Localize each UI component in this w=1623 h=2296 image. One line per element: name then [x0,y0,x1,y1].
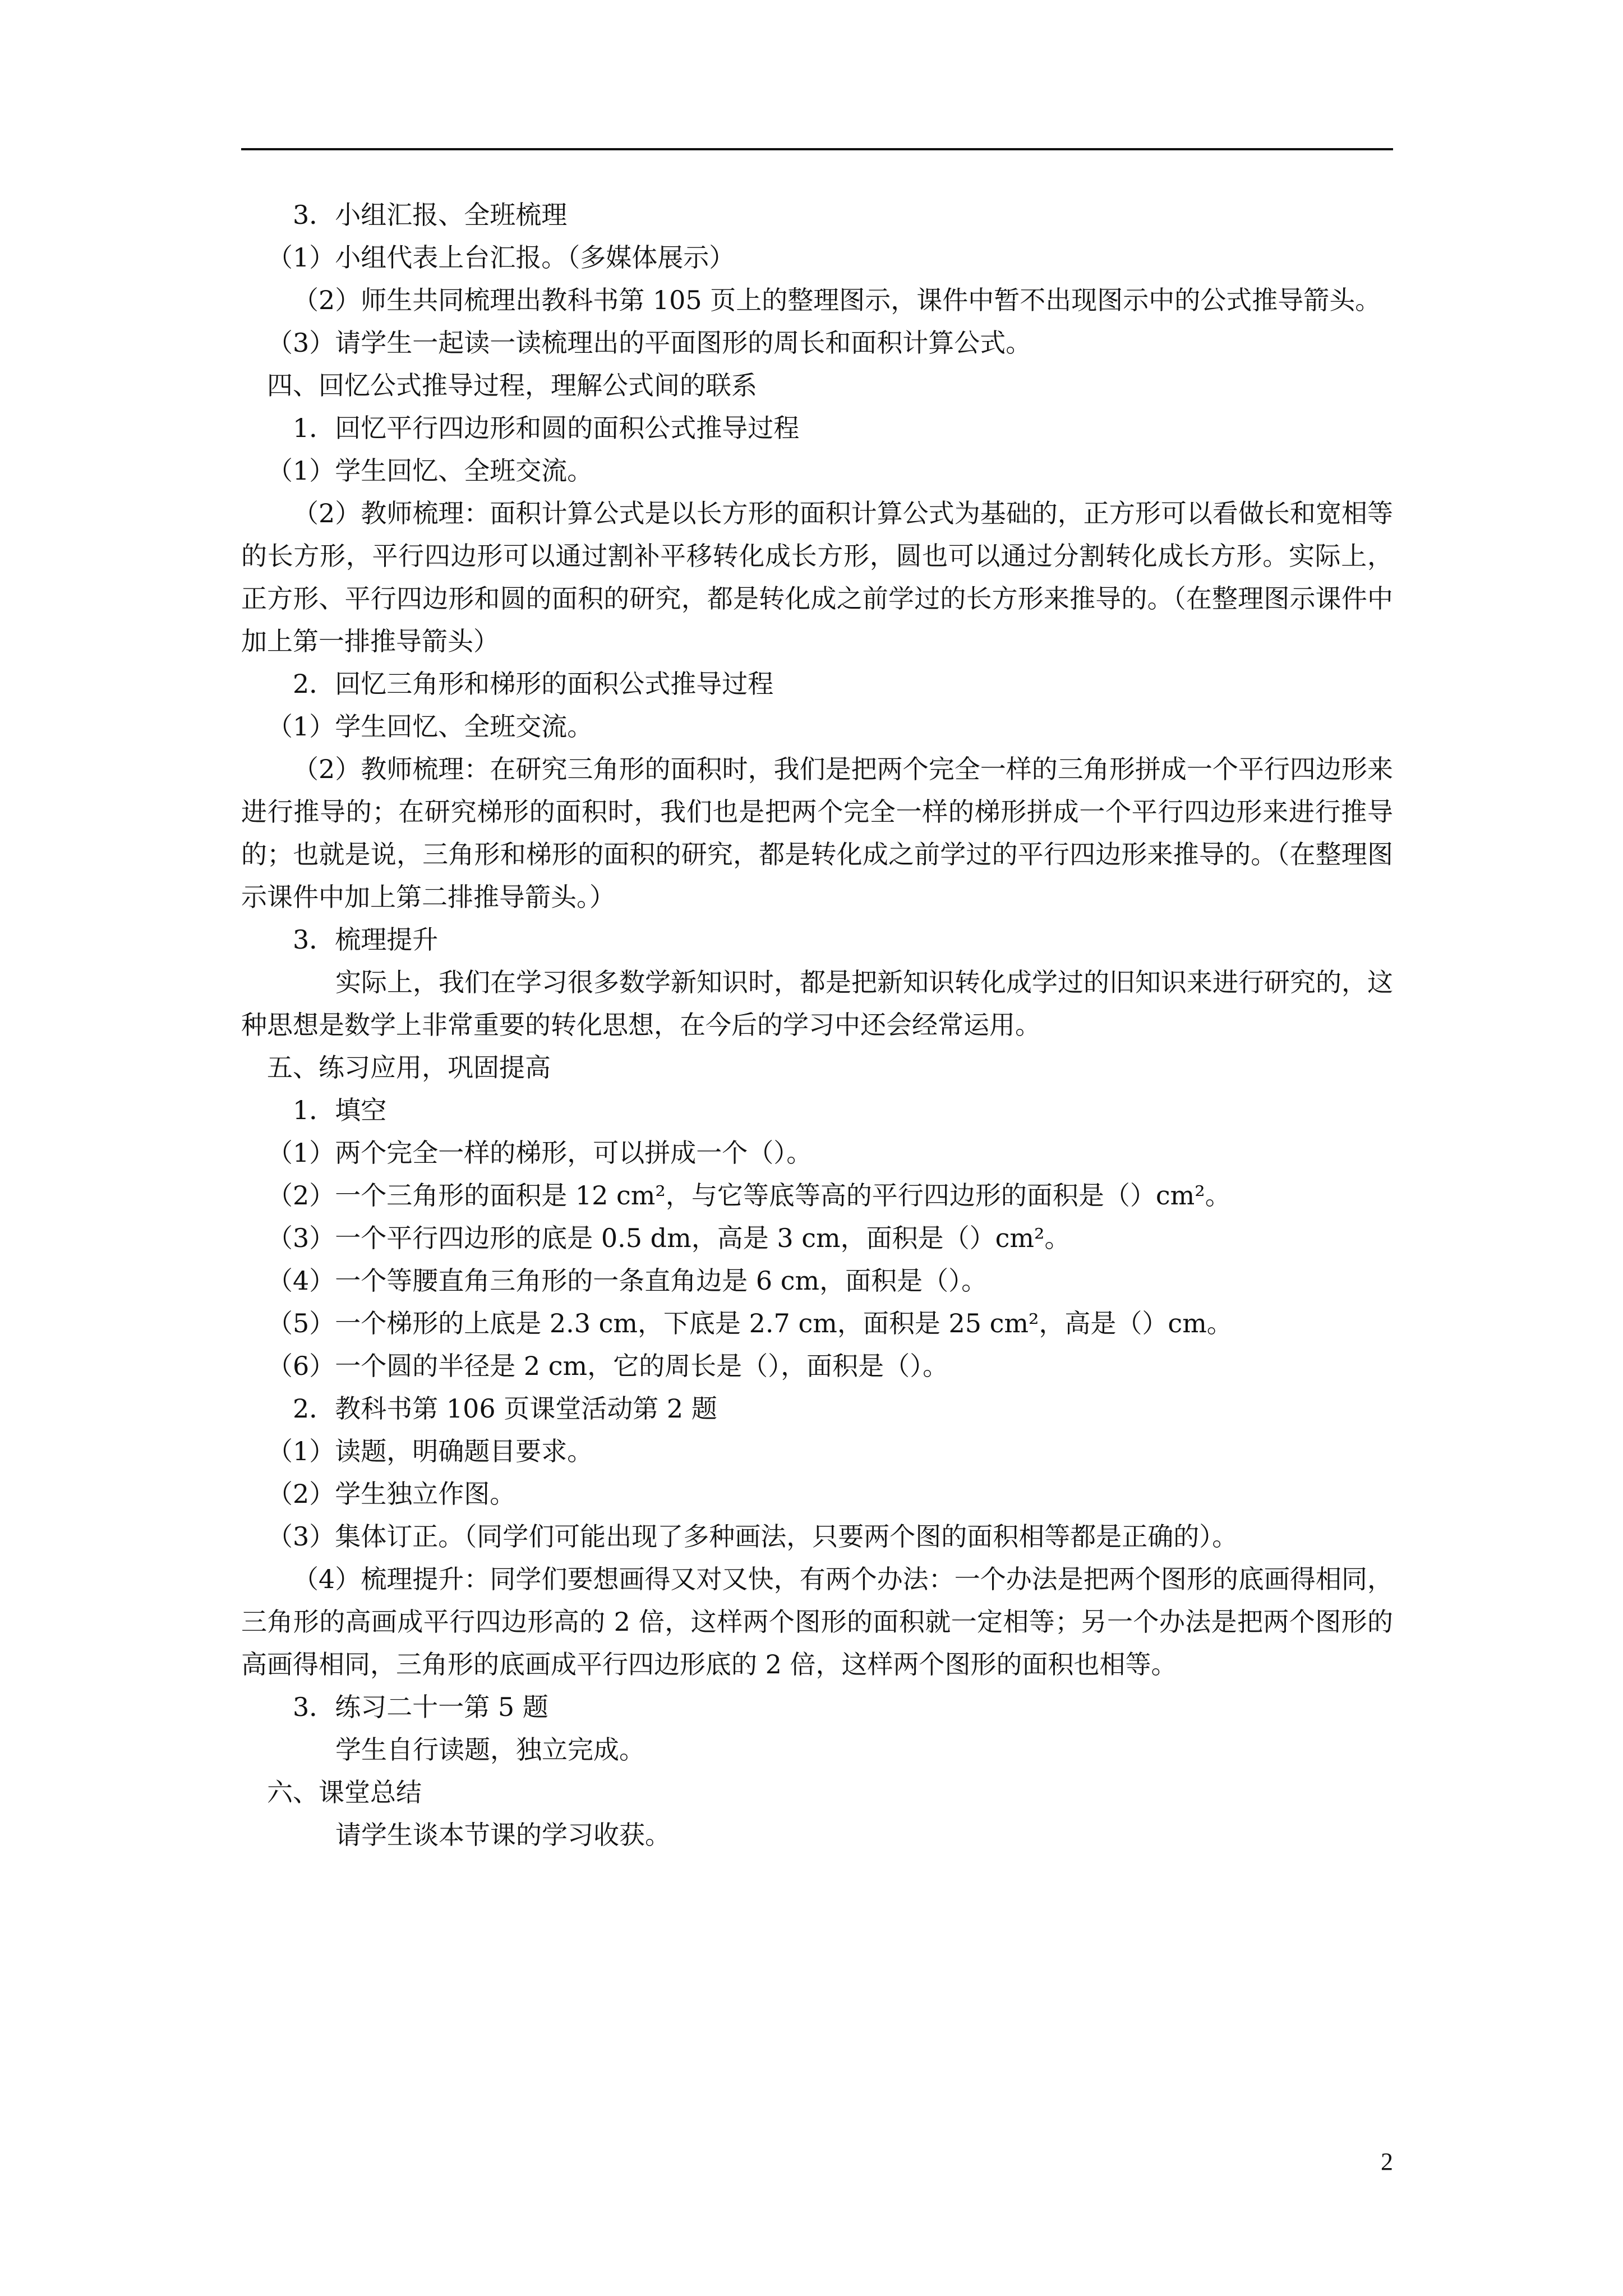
section-heading-4: 四、回忆公式推导过程，理解公式间的联系 [267,370,757,401]
section-heading-6: 六、课堂总结 [267,1777,422,1807]
list-item: （2）师生共同梳理出教科书第 105 页上的整理图示，课件中暂不出现图示中的公式推导箭头。 [293,285,1381,315]
list-item: （1）学生回忆、全班交流。 [267,711,593,742]
list-item: （2）学生独立作图。 [267,1479,516,1509]
header-rule [241,148,1393,150]
list-item: （2）一个三角形的面积是 12 cm²，与它等底等高的平行四边形的面积是（）cm²。 [267,1180,1231,1211]
paragraph: 请学生谈本节课的学习收获。 [335,1820,671,1850]
list-item: （4）一个等腰直角三角形的一条直角边是 6 cm，面积是（）。 [267,1266,988,1296]
list-item: （6）一个圆的半径是 2 cm，它的周长是（），面积是（）。 [267,1351,949,1381]
section-heading-5: 五、练习应用，巩固提高 [267,1052,551,1083]
subheading-1-parallelogram-circle: 1．回忆平行四边形和圆的面积公式推导过程 [293,413,800,443]
list-item: （5）一个梯形的上底是 2.3 cm，下底是 2.7 cm，面积是 25 cm²，高是（）cm。 [267,1308,1233,1338]
subheading-2-textbook-activity: 2．教科书第 106 页课堂活动第 2 题 [293,1393,717,1424]
subheading-1-fill-blanks: 1．填空 [293,1095,387,1125]
list-item: （1）读题，明确题目要求。 [267,1436,593,1466]
document-body [241,194,1393,1856]
subheading-3-summary: 3．梳理提升 [293,924,439,955]
paragraph: 学生自行读题，独立完成。 [335,1734,645,1765]
subheading-2-triangle-trapezoid: 2．回忆三角形和梯形的面积公式推导过程 [293,669,774,699]
list-item: （2）教师梳理：在研究三角形的面积时，我们是把两个完全一样的三角形拼成一个平行四边形来进行推导的；在研究梯形的面积时，我们也是把两个完全一样的梯形拼成一个平行四边形来进行推导的；也就是说，三角形和梯形的面积的研究，都是转化成之前学过的平行四边形来推导的。（在整理图示课件中加上第二排推导箭头。） [241,754,1393,912]
subheading-3-group-report: 3．小组汇报、全班梳理 [293,200,568,230]
list-item: （1）学生回忆、全班交流。 [267,455,593,486]
list-item: （1）两个完全一样的梯形，可以拼成一个（）。 [267,1138,813,1168]
list-item: （2）教师梳理：面积计算公式是以长方形的面积计算公式为基础的，正方形可以看做长和宽相等的长方形，平行四边形可以通过割补平移转化成长方形，圆也可以通过分割转化成长方形。实际上，正方形、平行四边形和圆的面积的研究，都是转化成之前学过的长方形来推导的。（在整理图示课件中加上第一排推导箭头） [241,498,1393,656]
paragraph: 实际上，我们在学习很多数学新知识时，都是把新知识转化成学过的旧知识来进行研究的，这种思想是数学上非常重要的转化思想，在今后的学习中还会经常运用。 [241,967,1393,1040]
list-item: （1）小组代表上台汇报。（多媒体展示） [267,242,735,273]
subheading-3-exercise: 3．练习二十一第 5 题 [293,1692,548,1722]
list-item: （3）集体订正。（同学们可能出现了多种画法，只要两个图的面积相等都是正确的）。 [267,1521,1238,1552]
list-item: （4）梳理提升：同学们要想画得又对又快，有两个办法：一个办法是把两个图形的底画得相同，三角形的高画成平行四边形高的 2 倍，这样两个图形的面积就一定相等；另一个办法是把两个图形的高画得相同，三角形的底画成平行四边形底的 2 倍，这样两个图形的面积也相等。 [241,1564,1393,1680]
page-number: 2 [1381,2148,1393,2175]
list-item: （3）请学生一起读一读梳理出的平面图形的周长和面积计算公式。 [267,328,1032,358]
list-item: （3）一个平行四边形的底是 0.5 dm，高是 3 cm，面积是（）cm²。 [267,1223,1071,1253]
